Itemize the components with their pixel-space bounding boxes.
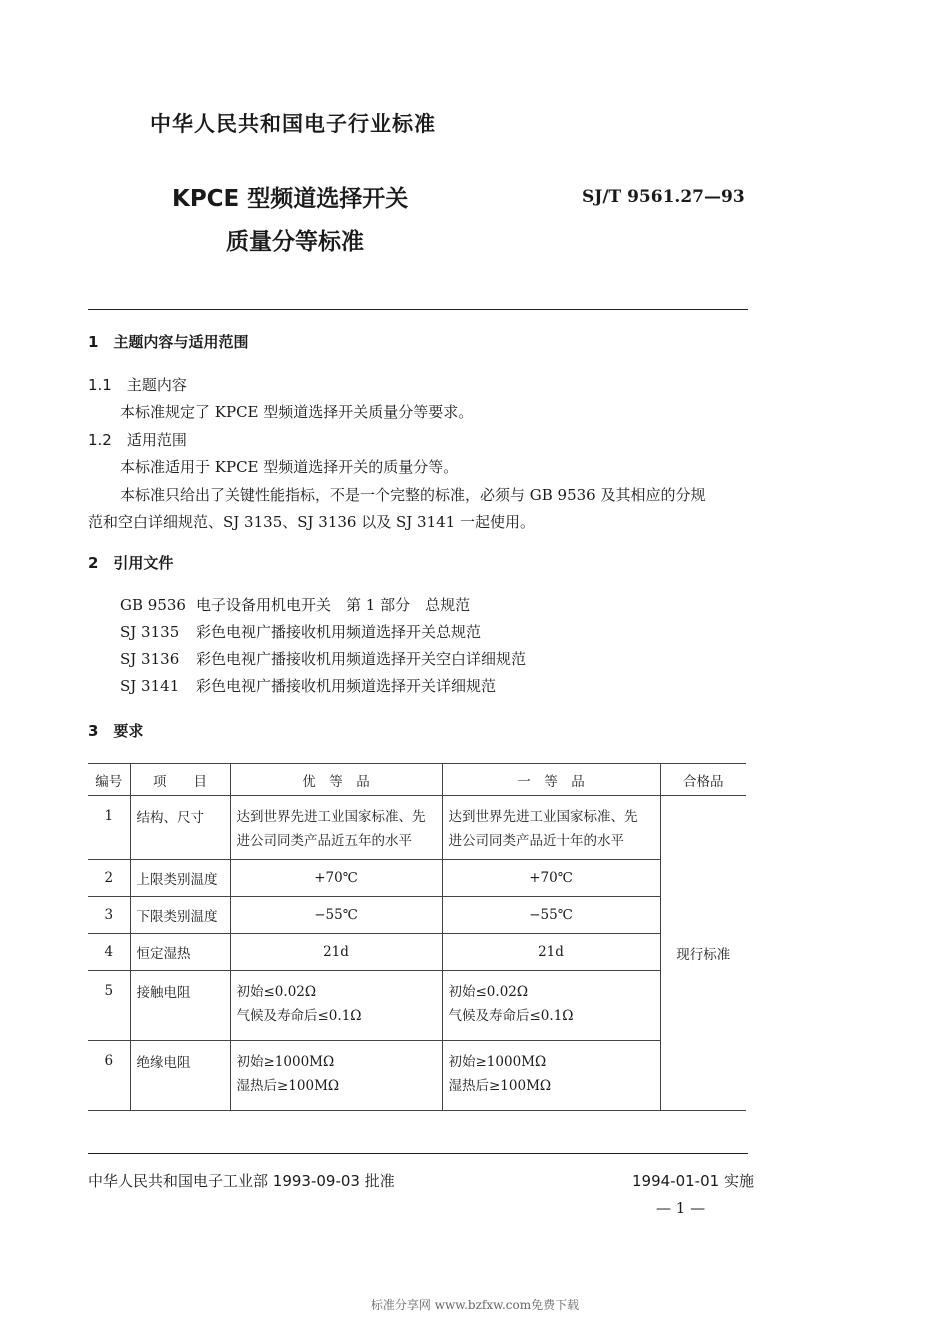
approval-line: 中华人民共和国电子工业部 1993-09-03 批准 — [88, 1172, 395, 1190]
header-divider — [88, 309, 748, 310]
doc-title-line2: 质量分等标准 — [226, 229, 364, 255]
row-number: 2 — [88, 860, 130, 897]
reference-list — [120, 592, 526, 700]
first-grade-value: −55℃ — [442, 897, 660, 934]
reference-code: SJ 3135 — [120, 623, 180, 641]
row-number: 4 — [88, 934, 130, 971]
column-header: 合格品 — [660, 764, 746, 796]
excellent-value: 初始≥1000MΩ 湿热后≥100MΩ — [230, 1041, 442, 1111]
first-grade-value: 达到世界先进工业国家标准、先 进公司同类产品近十年的水平 — [442, 796, 660, 860]
section1-heading: 1 主题内容与适用范围 — [88, 333, 249, 351]
reference-item — [120, 619, 526, 646]
row-item: 绝缘电阻 — [130, 1041, 230, 1111]
reference-code: SJ 3141 — [120, 677, 180, 695]
table-row — [88, 860, 746, 897]
row-number: 6 — [88, 1041, 130, 1111]
table-row — [88, 934, 746, 971]
column-header: 编号 — [88, 764, 130, 796]
section3-heading: 3 要求 — [88, 722, 144, 740]
row-number: 5 — [88, 971, 130, 1041]
section1-2-text2-line1: 本标准只给出了关键性能指标，不是一个完整的标准，必须与 GB 9536 及其相应的分规 — [120, 486, 706, 504]
table-row — [88, 897, 746, 934]
row-item: 恒定湿热 — [130, 934, 230, 971]
excellent-value: −55℃ — [230, 897, 442, 934]
excellent-value: +70℃ — [230, 860, 442, 897]
page-number: — 1 — — [656, 1199, 706, 1217]
watermark: 标准分享网 www.bzfxw.com免费下载 — [370, 1298, 580, 1312]
column-header: 一 等 品 — [442, 764, 660, 796]
reference-title: 彩色电视广播接收机用频道选择开关空白详细规范 — [196, 650, 527, 668]
reference-title: 彩色电视广播接收机用频道选择开关详细规范 — [196, 677, 497, 695]
row-item: 接触电阻 — [130, 971, 230, 1041]
column-header: 项 目 — [130, 764, 230, 796]
reference-code: GB 9536 — [120, 596, 186, 614]
excellent-value: 初始≤0.02Ω 气候及寿命后≤0.1Ω — [230, 971, 442, 1041]
reference-item — [120, 646, 526, 673]
table-row — [88, 796, 746, 860]
row-number: 3 — [88, 897, 130, 934]
table-header-row — [88, 764, 746, 796]
reference-code: SJ 3136 — [120, 650, 180, 668]
first-grade-value: 初始≥1000MΩ 湿热后≥100MΩ — [442, 1041, 660, 1111]
section2-heading: 2 引用文件 — [88, 554, 174, 572]
reference-item — [120, 592, 526, 619]
first-grade-value: +70℃ — [442, 860, 660, 897]
standard-code: SJ/T 9561.27—93 — [582, 187, 745, 207]
row-number: 1 — [88, 796, 130, 860]
row-item: 下限类别温度 — [130, 897, 230, 934]
implementation-date: 1994-01-01 实施 — [632, 1172, 754, 1190]
qualified-value: 现行标准 — [660, 796, 746, 1111]
excellent-value: 21d — [230, 934, 442, 971]
row-item: 结构、尺寸 — [130, 796, 230, 860]
column-header: 优 等 品 — [230, 764, 442, 796]
reference-title: 彩色电视广播接收机用频道选择开关总规范 — [196, 623, 482, 641]
excellent-value: 达到世界先进工业国家标准、先 进公司同类产品近五年的水平 — [230, 796, 442, 860]
section1-1-text: 本标准规定了 KPCE 型频道选择开关质量分等要求。 — [120, 403, 474, 421]
issuing-org: 中华人民共和国电子行业标准 — [150, 112, 436, 136]
first-grade-value: 21d — [442, 934, 660, 971]
table-row — [88, 1041, 746, 1111]
row-item: 上限类别温度 — [130, 860, 230, 897]
first-grade-value: 初始≤0.02Ω 气候及寿命后≤0.1Ω — [442, 971, 660, 1041]
reference-item — [120, 673, 526, 700]
requirements-table — [88, 763, 746, 1111]
footer-divider — [88, 1153, 748, 1154]
section1-1-heading: 1.1 主题内容 — [88, 376, 187, 394]
section1-2-heading: 1.2 适用范围 — [88, 431, 187, 449]
doc-title-line1: KPCE 型频道选择开关 — [172, 186, 409, 212]
reference-title: 电子设备用机电开关 第 1 部分 总规范 — [196, 596, 471, 614]
section1-2-text1: 本标准适用于 KPCE 型频道选择开关的质量分等。 — [120, 458, 459, 476]
table-row — [88, 971, 746, 1041]
section1-2-text2-line2: 范和空白详细规范、SJ 3135、SJ 3136 以及 SJ 3141 一起使用。 — [88, 513, 535, 531]
